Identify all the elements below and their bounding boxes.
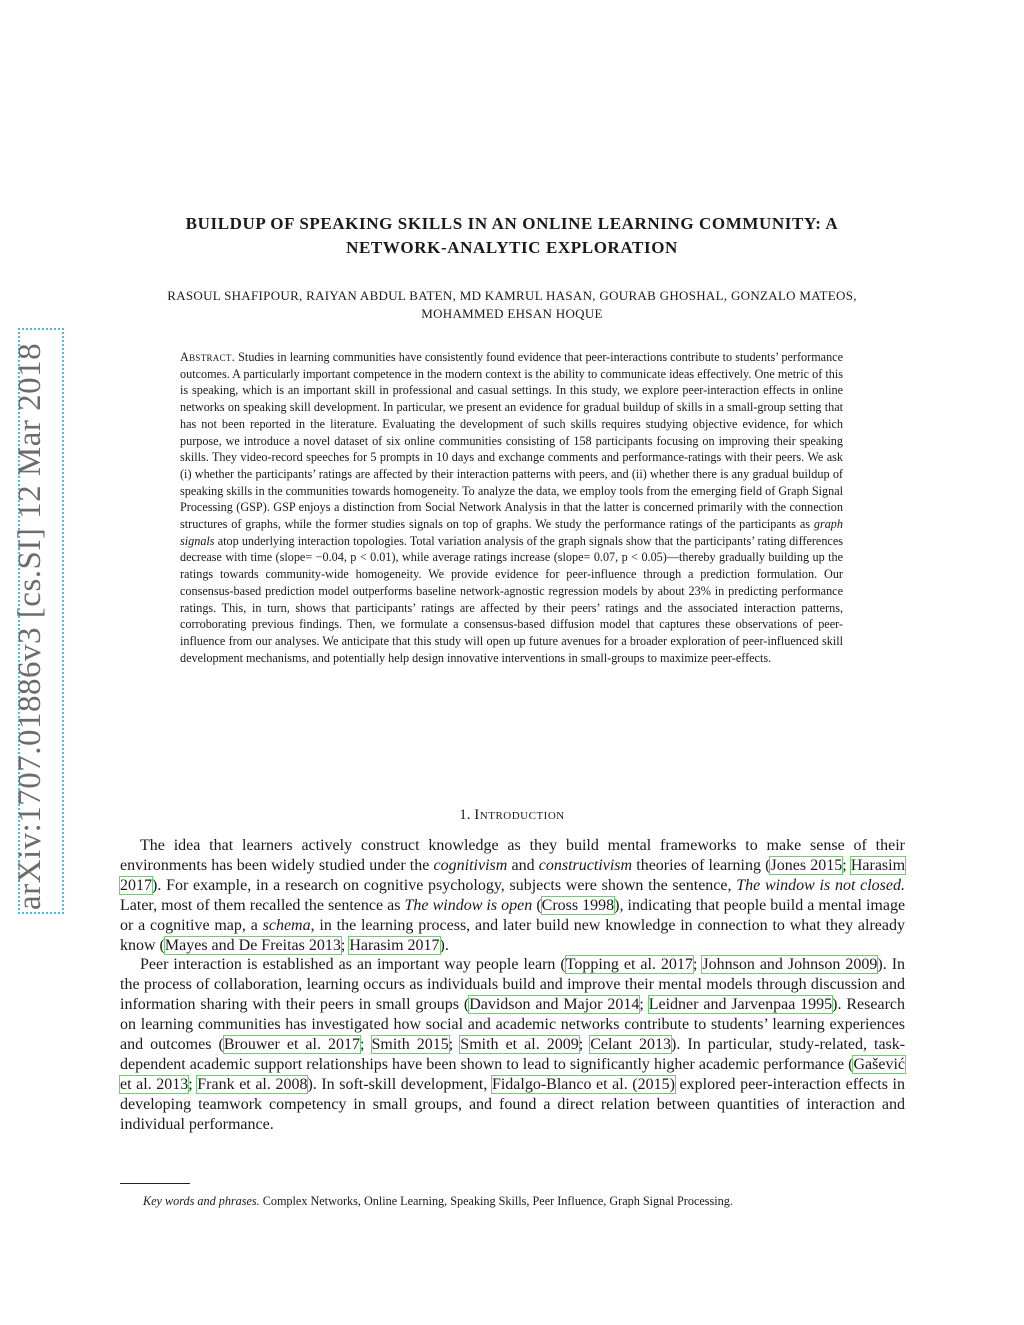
text-run: ).: [439, 936, 449, 954]
text-run: Later, most of them recalled the sentence as: [120, 896, 401, 914]
citation-link[interactable]: Smith et al. 2009: [460, 1036, 579, 1054]
text-run: ;: [340, 936, 346, 954]
abstract: [180, 349, 843, 666]
text-run: ). In soft-skill development,: [307, 1075, 488, 1093]
citation-link[interactable]: Harasim 2017: [349, 936, 440, 954]
citation-link[interactable]: Frank et al. 2008: [197, 1075, 308, 1093]
keywords-label: Key words and phrases.: [143, 1194, 260, 1208]
emphasis: The window is not closed.: [736, 876, 906, 894]
section-heading: [0, 807, 1024, 824]
text-run: ). In the process of collaboration, learning occurs as individuals build and improve their mental models through discussion and information sharing with their peers in small groups (: [120, 956, 906, 1014]
abstract-text-part-1: Studies in learning communities have consistently found evidence that peer-interactions contribute to students’ performance outcomes. A particularly important competence in the modern context is the ability to communicate ideas effectively. One metric of this is speaking, which is an important skill in professional and casual settings. In this study, we explore peer-interaction effects in online networks on speaking skill development. In particular, we present an evidence for gradual buildup of skills in a small-group setting that has not been reported in the literature. Evaluating the development of such skills requires studying objective evidence, for which purpose, we introduce a novel dataset of six online communities consisting of 158 participants focusing on improving their speaking skills. They video-record speeches for 5 prompts in 10 days and exchange comments and performance-ratings with their peers. We ask (i) whether the participants’ ratings are affected by their interaction patterns with peers, and (ii) whether there is any gradual buildup of speaking skills in the communities towards homogeneity. To analyze the data, we employ tools from the emerging field of Graph Signal Processing (GSP). GSP enjoys a distinction from Social Network Analysis in that the latter is concerned primarily with the connection structures of graphs, while the former studies signals on top of graphs. We study the performance ratings of the participants as: [180, 350, 844, 532]
paragraph-1: [120, 836, 905, 955]
text-run: ;: [842, 856, 847, 874]
text-run: ), indicating that people build a mental image or a cognitive map, a: [120, 896, 906, 934]
title-line-2: NETWORK-ANALYTIC EXPLORATION: [346, 238, 678, 257]
citation-link[interactable]: Johnson and Johnson 2009: [702, 956, 878, 974]
paragraph-2: [120, 955, 905, 1134]
keywords-text: Complex Networks, Online Learning, Speaking Skills, Peer Influence, Graph Signal Processing.: [262, 1194, 733, 1208]
abstract-emphasis: graph signals: [180, 517, 843, 548]
section-number: 1.: [459, 807, 471, 823]
text-run: ). For example, in a research on cognitive psychology, subjects were shown the sentence,: [152, 876, 732, 894]
section-title: Introduction: [474, 807, 565, 823]
citation-link[interactable]: Davidson and Major 2014: [469, 996, 640, 1014]
paper-title: [120, 212, 904, 260]
author-list: [115, 287, 909, 323]
text-run: ;: [360, 1036, 365, 1054]
text-run: ;: [639, 996, 644, 1014]
emphasis: schema: [262, 916, 311, 934]
text-run: ;: [578, 1036, 584, 1054]
text-run: ). In particular, study-related, task-dependent academic support relationships have been shown to lead to significantly higher academic performance (: [120, 1036, 906, 1073]
keywords-footnote: [143, 1193, 903, 1209]
text-run: Peer interaction is established as an important way people learn (: [140, 956, 566, 974]
citation-link[interactable]: Topping et al. 2017: [565, 956, 693, 974]
authors-line-2: MOHAMMED EHSAN HOQUE: [421, 306, 603, 321]
abstract-label: Abstract.: [180, 350, 236, 364]
footnote-rule: [120, 1183, 190, 1184]
arxiv-identifier[interactable]: arXiv:1707.01886v3 [cs.SI] 12 Mar 2018: [12, 342, 48, 910]
text-run: ;: [692, 956, 698, 974]
text-run: ;: [448, 1036, 454, 1054]
citation-link[interactable]: Brouwer et al. 2017: [223, 1036, 361, 1054]
title-line-1: BUILDUP OF SPEAKING SKILLS IN AN ONLINE LEARNING COMMUNITY: A: [185, 214, 839, 233]
citation-link[interactable]: Gašević et al. 2013: [120, 1055, 905, 1093]
abstract-text-part-2: atop underlying interaction topologies. Total variation analysis of the graph signals show that the participants’ rating differences decrease with time (slope= −0.04, p < 0.01), while average ratings increase (slope= 0.07, p < 0.05)—thereby gradually building up the ratings towards community-wide homogeneity. We provide evidence for peer-influence through a prediction formulation. Our consensus-based prediction model outperforms baseline network-agnostic regression models by about 23% in predicting performance ratings. This, in turn, shows that participants’ ratings are affected by their peers’ ratings and the associated interaction patterns, corroborating previous findings. Then, we formulate a consensus-based diffusion model that captures these observations of peer-influence from our analyses. We anticipate that this study will open up future avenues for a broader exploration of peer-influenced skill development mechanisms, and potentially help design innovative interventions in small-groups to maximize peer-effects.: [180, 533, 843, 665]
text-run: The idea that learners actively construct knowledge as they build mental frameworks to make sense of their environments has been widely studied under the: [120, 837, 905, 874]
text-run: (: [536, 896, 542, 914]
emphasis: constructivism: [538, 856, 633, 874]
emphasis: The window is open: [404, 896, 533, 914]
introduction-body: [120, 836, 905, 1135]
citation-link[interactable]: Fidalgo-Blanco et al. (2015): [491, 1075, 675, 1093]
emphasis: cognitivism: [433, 856, 508, 874]
text-run: , in the learning process, and later build new knowledge in connection to what they already know (: [120, 916, 906, 954]
text-run: ;: [188, 1075, 193, 1093]
citation-link[interactable]: Harasim 2017: [120, 856, 906, 894]
citation-link[interactable]: Cross 1998: [541, 896, 615, 914]
text-run: and: [511, 856, 535, 874]
text-run: ). Research on learning communities has investigated how social and academic networks contribute to students’ learning experiences and outcomes (: [120, 996, 906, 1054]
authors-line-1: RASOUL SHAFIPOUR, RAIYAN ABDUL BATEN, MD KAMRUL HASAN, GOURAB GHOSHAL, GONZALO MATEOS,: [167, 288, 857, 303]
text-run: theories of learning (: [636, 856, 771, 874]
citation-link[interactable]: Jones 2015: [770, 856, 843, 874]
citation-link[interactable]: Celant 2013: [590, 1036, 672, 1054]
text-run: explored peer-interaction effects in developing teamwork competency in small groups, and found a direct relation between quantities of interaction and individual performance.: [120, 1075, 905, 1133]
citation-link[interactable]: Smith 2015: [371, 1036, 449, 1054]
citation-link[interactable]: Leidner and Jarvenpaa 1995: [648, 996, 833, 1014]
citation-link[interactable]: Mayes and De Freitas 2013: [164, 936, 341, 954]
